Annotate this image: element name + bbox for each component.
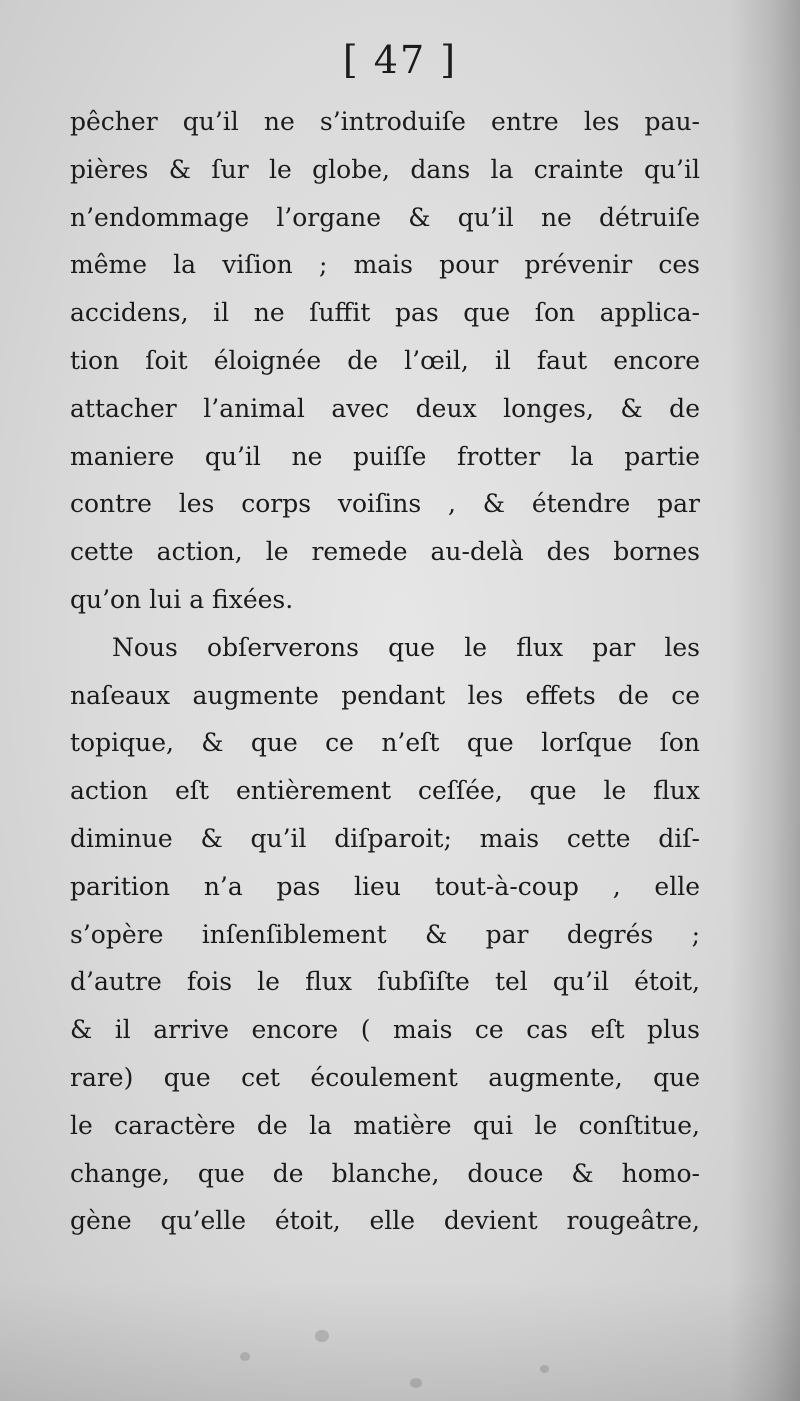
body-text bbox=[70, 98, 700, 1245]
text-line: contre les corps voiſins , & étendre par bbox=[70, 489, 700, 519]
text-line: gène qu’elle étoit, elle devient rougeâtre, bbox=[70, 1206, 700, 1236]
page-bottom-shadow bbox=[0, 1281, 800, 1401]
text-line: cette action, le remede au-delà des bornes bbox=[70, 537, 700, 567]
text-line: action eſt entièrement ceſſée, que le flux bbox=[70, 776, 700, 806]
text-line: tion ſoit éloignée de l’œil, il faut encore bbox=[70, 345, 700, 375]
text-line: s’opère inſenſiblement & par degrés ; bbox=[70, 919, 700, 949]
page-edge-shadow bbox=[730, 0, 800, 1401]
ink-spot bbox=[410, 1378, 422, 1388]
ink-spot bbox=[240, 1352, 250, 1361]
paragraph-first-line: Nous obſerverons que le flux par les bbox=[112, 632, 700, 662]
text-line: accidens, il ne ſuffit pas que ſon applica- bbox=[70, 298, 700, 328]
page-number: [ 47 ] bbox=[342, 38, 458, 82]
text-line: pières & ſur le globe, dans la crainte qu’il bbox=[70, 154, 700, 184]
text-line: qu’on lui a fixées. bbox=[70, 584, 294, 614]
text-line: naſeaux augmente pendant les effets de ce bbox=[70, 680, 700, 710]
text-line: change, que de blanche, douce & homo- bbox=[70, 1158, 700, 1188]
text-line: rare) que cet écoulement augmente, que bbox=[70, 1062, 700, 1092]
text-line: maniere qu’il ne puiſſe frotter la partie bbox=[70, 441, 700, 471]
text-line: même la viſion ; mais pour prévenir ces bbox=[70, 250, 700, 280]
text-line: & il arrive encore ( mais ce cas eſt plus bbox=[70, 1015, 700, 1045]
text-line: pêcher qu’il ne s’introduiſe entre les pau- bbox=[70, 107, 700, 136]
ink-spot bbox=[315, 1330, 329, 1342]
text-line: d’autre fois le flux ſubſiſte tel qu’il étoit, bbox=[70, 967, 700, 997]
ink-spot bbox=[540, 1365, 549, 1373]
text-line: n’endommage l’organe & qu’il ne détruiſe bbox=[70, 202, 700, 232]
text-line: attacher l’animal avec deux longes, & de bbox=[70, 393, 700, 423]
text-line: diminue & qu’il diſparoit; mais cette diſ- bbox=[70, 823, 700, 853]
text-line: parition n’a pas lieu tout-à-coup , elle bbox=[70, 871, 700, 901]
text-line: le caractère de la matière qui le conſtitue, bbox=[70, 1110, 700, 1140]
text-line: topique, & que ce n’eſt que lorſque ſon bbox=[70, 728, 700, 758]
